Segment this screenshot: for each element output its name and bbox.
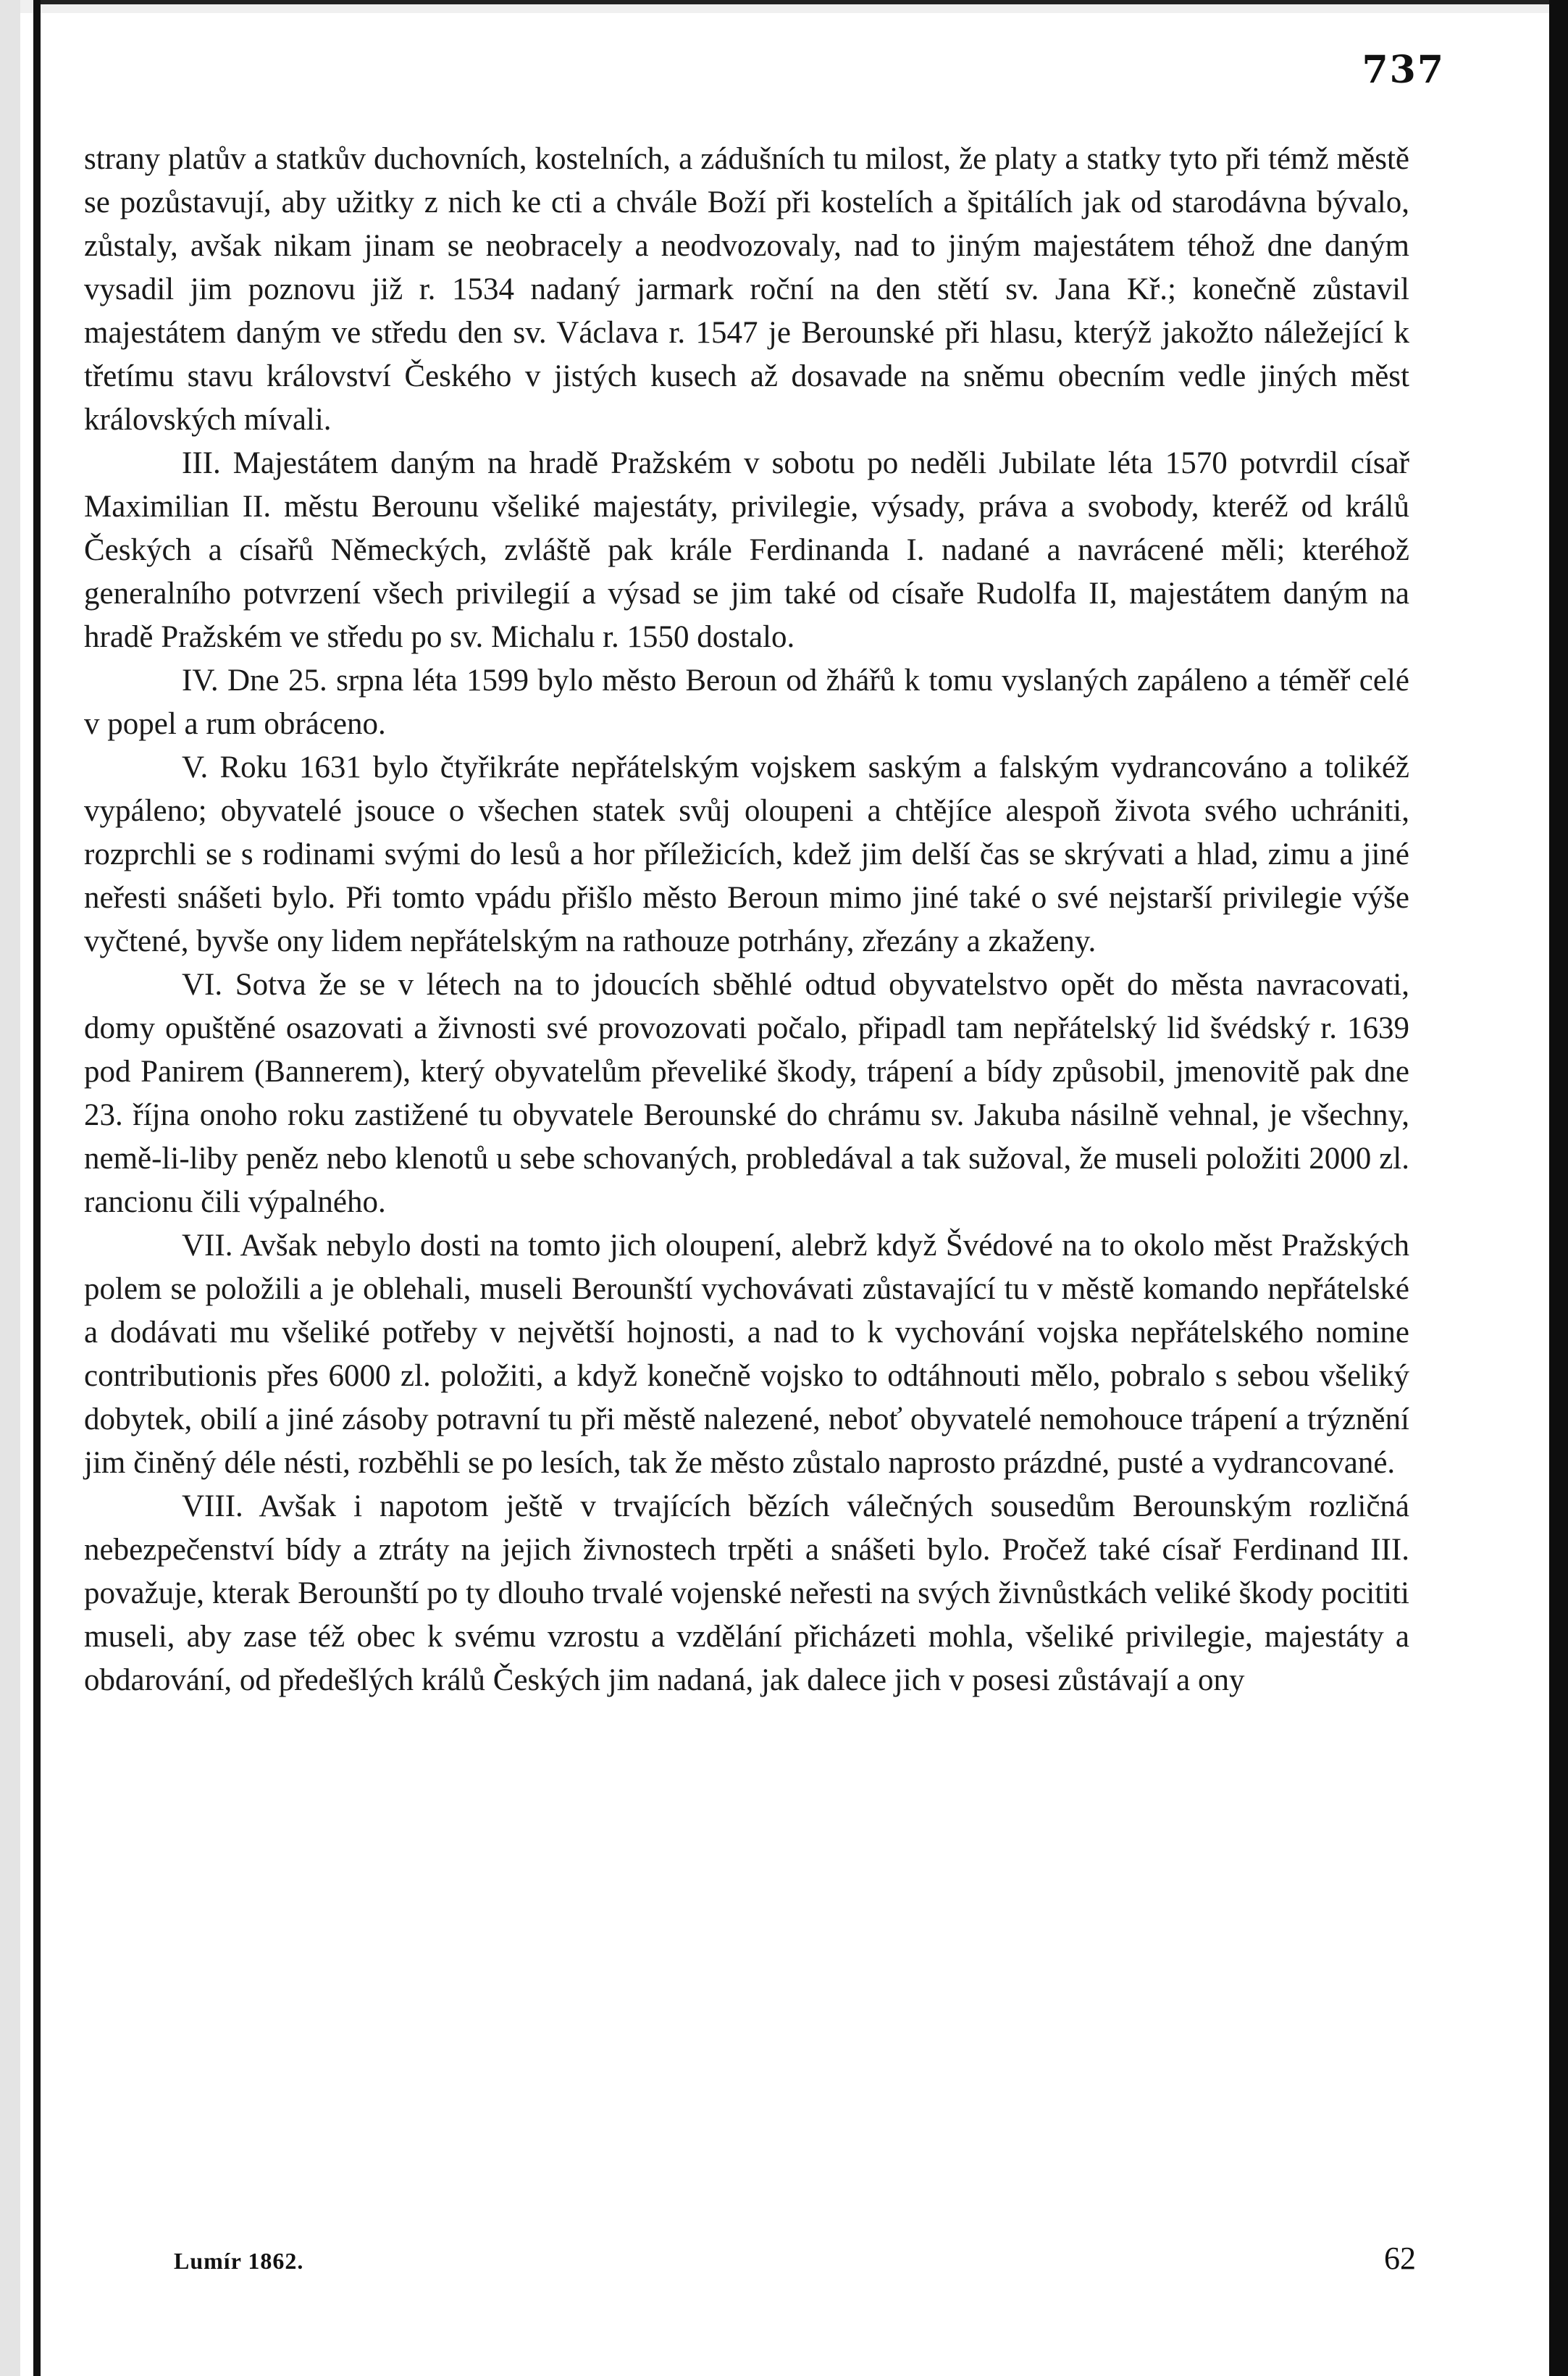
footer-signature: Lumír 1862. bbox=[174, 2248, 304, 2274]
scan-top-line bbox=[33, 0, 1549, 4]
paragraph-iii: III. Majestátem daným na hradě Pražském v sobotu po neděli Jubilate léta 1570 potvrdil císař Maximilian II. městu Berounu všeliké majestáty, privilegie, výsady, práva a svobody, kteréž od králů Českých a císařů Německých, zvláště pak krále Ferdinanda I. nadané a navrácené měli; kteréhož generalního potvrzení všech privilegií a výsad se jim také od císaře Rudolfa II, majestátem daným na hradě Pražském ve středu po sv. Michalu r. 1550 dostalo. bbox=[84, 446, 1409, 654]
page-number: 737 bbox=[1362, 48, 1445, 92]
paragraph-iv: IV. Dne 25. srpna léta 1599 bylo město Beroun od žhářů k tomu vyslaných zapáleno a téměř celé v popel a rum obráceno. bbox=[84, 664, 1409, 741]
paragraph-continuation: strany platův a statkův duchovních, kostelních, a zádušních tu milost, že platy a statky tyto při témž městě se pozůstavují, aby užitky z nich ke cti a chvále Boží při kostelích a špitálích jak od starodávna bývalo, zůstaly, avšak nikam jinam se neobracely a neodvozovaly, nad to jiným majestátem téhož dne daným vysadil jim poznovu již r. 1534 nadaný jarmark roční na den stětí sv. Jana Kř.; konečně zůstavil majestátem daným ve středu den sv. Václava r. 1547 je Berounské při hlasu, kterýž jakožto náležející k třetímu stavu království Českého v jistých kusech až dosavade na sněmu obecním vedle jiných měst královských mívali. bbox=[84, 142, 1409, 437]
paragraph-vii: VII. Avšak nebylo dosti na tomto jich oloupení, alebrž když Švédové na to okolo měst Pražských polem se položili a je oblehali, museli Berounští vychovávati zůstavající tu v městě komando nepřátelské a dodávati mu všeliké potřeby v největší hojnosti, a nad to k vychování vojska nepřátelského nomine contributionis přes 6000 zl. položiti, a když konečně vojsko to odtáhnouti mělo, pobralo s sebou všeliký dobytek, obilí a jiné zásoby potravní tu při městě nalezené, neboť obyvatelé nemohouce trápení a trýznění jim činěný déle nésti, rozběhli se po lesích, tak že město zůstalo naprosto prázdné, pusté a vydrancované. bbox=[84, 1229, 1409, 1480]
paragraph-v: V. Roku 1631 bylo čtyřikráte nepřátelským vojskem saským a falským vydrancováno a tolikéž vypáleno; obyvatelé jsouce o všechen statek svůj oloupeni a chtějíce alespoň života svého uchrániti, rozprchli se s rodinami svými do lesů a hor příležicích, kdež jim delší čas se skrývati a hlad, zimu a jiné neřesti snášeti bylo. Při tomto vpádu přišlo město Beroun mimo jiné také o své nejstarší privilegie výše vyčtené, byvše ony lidem nepřátelským na rathouze potrhány, zřezány a zkaženy. bbox=[84, 750, 1409, 958]
body-text bbox=[84, 138, 1409, 1702]
page-footer bbox=[174, 2240, 1416, 2277]
scan-left-bar bbox=[33, 0, 41, 2376]
footer-sheet-number: 62 bbox=[1384, 2241, 1416, 2276]
paragraph-viii: VIII. Avšak i napotom ještě v trvajících bězích válečných sousedům Berounským rozličná nebezpečenství bídy a ztráty na jejich živnostech trpěti a snášeti bylo. Pročež také císař Ferdinand III. považuje, kterak Berounští po ty dlouho trvalé vojenské neřesti na svých živnůstkách veliké škody pocititi museli, aby zase též obec k svému vzrostu a vzdělání přicházeti mohla, všeliké privilegie, majestáty a obdarování, od předešlých králů Českých jim nadaná, jak dalece jich v posesi zůstávají a ony bbox=[84, 1489, 1409, 1697]
paragraph-vi: VI. Sotva že se v létech na to jdoucích sběhlé odtud obyvatelstvo opět do města navracovati, domy opuštěné osazovati a živnosti své provozovati počalo, připadl tam nepřátelský lid švédský r. 1639 pod Panirem (Bannerem), který obyvatelům převeliké škody, trápení a bídy způsobil, jmenovitě pak dne 23. října onoho roku zastižené tu obyvatele Berounské do chrámu sv. Jakuba násilně vehnal, je všechny, nemě-li-liby peněz nebo klenotů u sebe schovaných, probledával a tak sužoval, že museli položiti 2000 zl. rancionu čili výpalného. bbox=[84, 968, 1409, 1219]
scan-right-bar bbox=[1549, 0, 1568, 2376]
scan-left-edge bbox=[0, 0, 20, 2376]
